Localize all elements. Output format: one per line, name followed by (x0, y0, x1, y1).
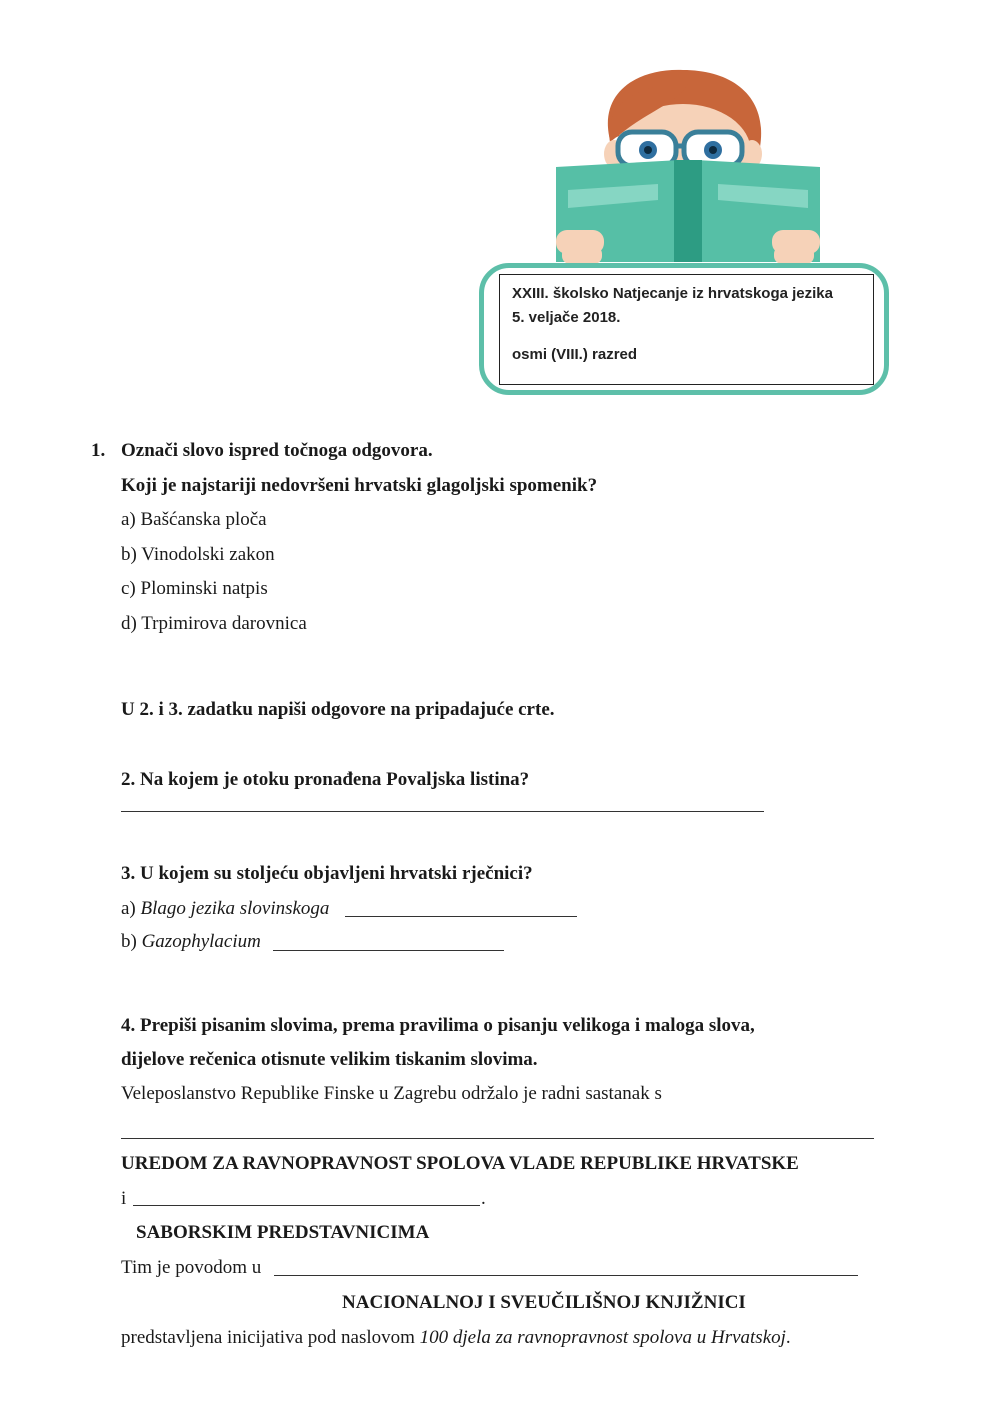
task4-instruction-1: 4. Prepiši pisanim slovima, prema pravilima o pisanju velikoga i maloga slova, (121, 1015, 755, 1036)
task4-sentence-3-suffix: . (785, 1327, 791, 1348)
task1-option-b[interactable]: b) Vinodolski zakon (121, 544, 275, 565)
task3-item-a (121, 897, 329, 921)
task3-item-b (121, 930, 261, 954)
task3-b-answer-line[interactable] (273, 950, 504, 951)
task3-a-prefix: a) (121, 898, 136, 919)
grade-label: osmi (VIII.) razred (512, 346, 638, 363)
competition-title: XXIII. školsko Natjecanje iz hrvatskoga jezika (512, 285, 833, 302)
task3-question: 3. U kojem su stoljeću objavljeni hrvatski rječnici? (121, 863, 533, 884)
task4-period: . (481, 1188, 486, 1209)
task4-answer-line-1[interactable] (121, 1138, 874, 1139)
task1-option-c[interactable]: c) Plominski natpis (121, 578, 268, 599)
competition-date: 5. veljače 2018. (512, 309, 621, 326)
task4-answer-line-3[interactable] (274, 1275, 858, 1276)
task4-caps-2: SABORSKIM PREDSTAVNICIMA (136, 1222, 430, 1243)
reading-child-illustration (548, 62, 828, 272)
task4-caps-3: NACIONALNOJ I SVEUČILIŠNOJ KNJIŽNICI (342, 1292, 746, 1313)
task3-b-prefix: b) (121, 931, 137, 952)
task4-sentence-3-title: 100 djela za ravnopravnost spolova u Hrvatskoj (419, 1327, 786, 1348)
task3-b-title: Gazophylacium (141, 931, 261, 952)
task3-a-answer-line[interactable] (345, 916, 577, 917)
task4-answer-line-2[interactable] (133, 1205, 480, 1206)
task4-instruction-2: dijelove rečenica otisnute velikim tiskanim slovima. (121, 1049, 538, 1070)
task1-number: 1. (91, 440, 106, 461)
task4-sentence-3-prefix: predstavljena inicijativa pod naslovom (121, 1327, 415, 1348)
task1-option-a[interactable]: a) Bašćanska ploča (121, 509, 267, 530)
task4-conjunction: i (121, 1188, 127, 1209)
task2-question: 2. Na kojem je otoku pronađena Povaljska listina? (121, 769, 530, 790)
task4-sentence-3 (121, 1326, 791, 1350)
task4-sentence-1: Veleposlanstvo Republike Finske u Zagrebu održalo je radni sastanak s (121, 1083, 662, 1104)
task1-option-d[interactable]: d) Trpimirova darovnica (121, 613, 307, 634)
header-box (499, 274, 874, 385)
task1-instruction: Označi slovo ispred točnoga odgovora. (121, 440, 433, 461)
task4-sentence-2: Tim je povodom u (121, 1257, 262, 1278)
instruction-2-3: U 2. i 3. zadatku napiši odgovore na pripadajuće crte. (121, 699, 555, 720)
task4-caps-1: UREDOM ZA RAVNOPRAVNOST SPOLOVA VLADE REPUBLIKE HRVATSKE (121, 1153, 799, 1174)
task3-a-title: Blago jezika slovinskoga (140, 898, 330, 919)
task1-question: Koji je najstariji nedovršeni hrvatski glagoljski spomenik? (121, 475, 598, 496)
task2-answer-line[interactable] (121, 811, 764, 812)
